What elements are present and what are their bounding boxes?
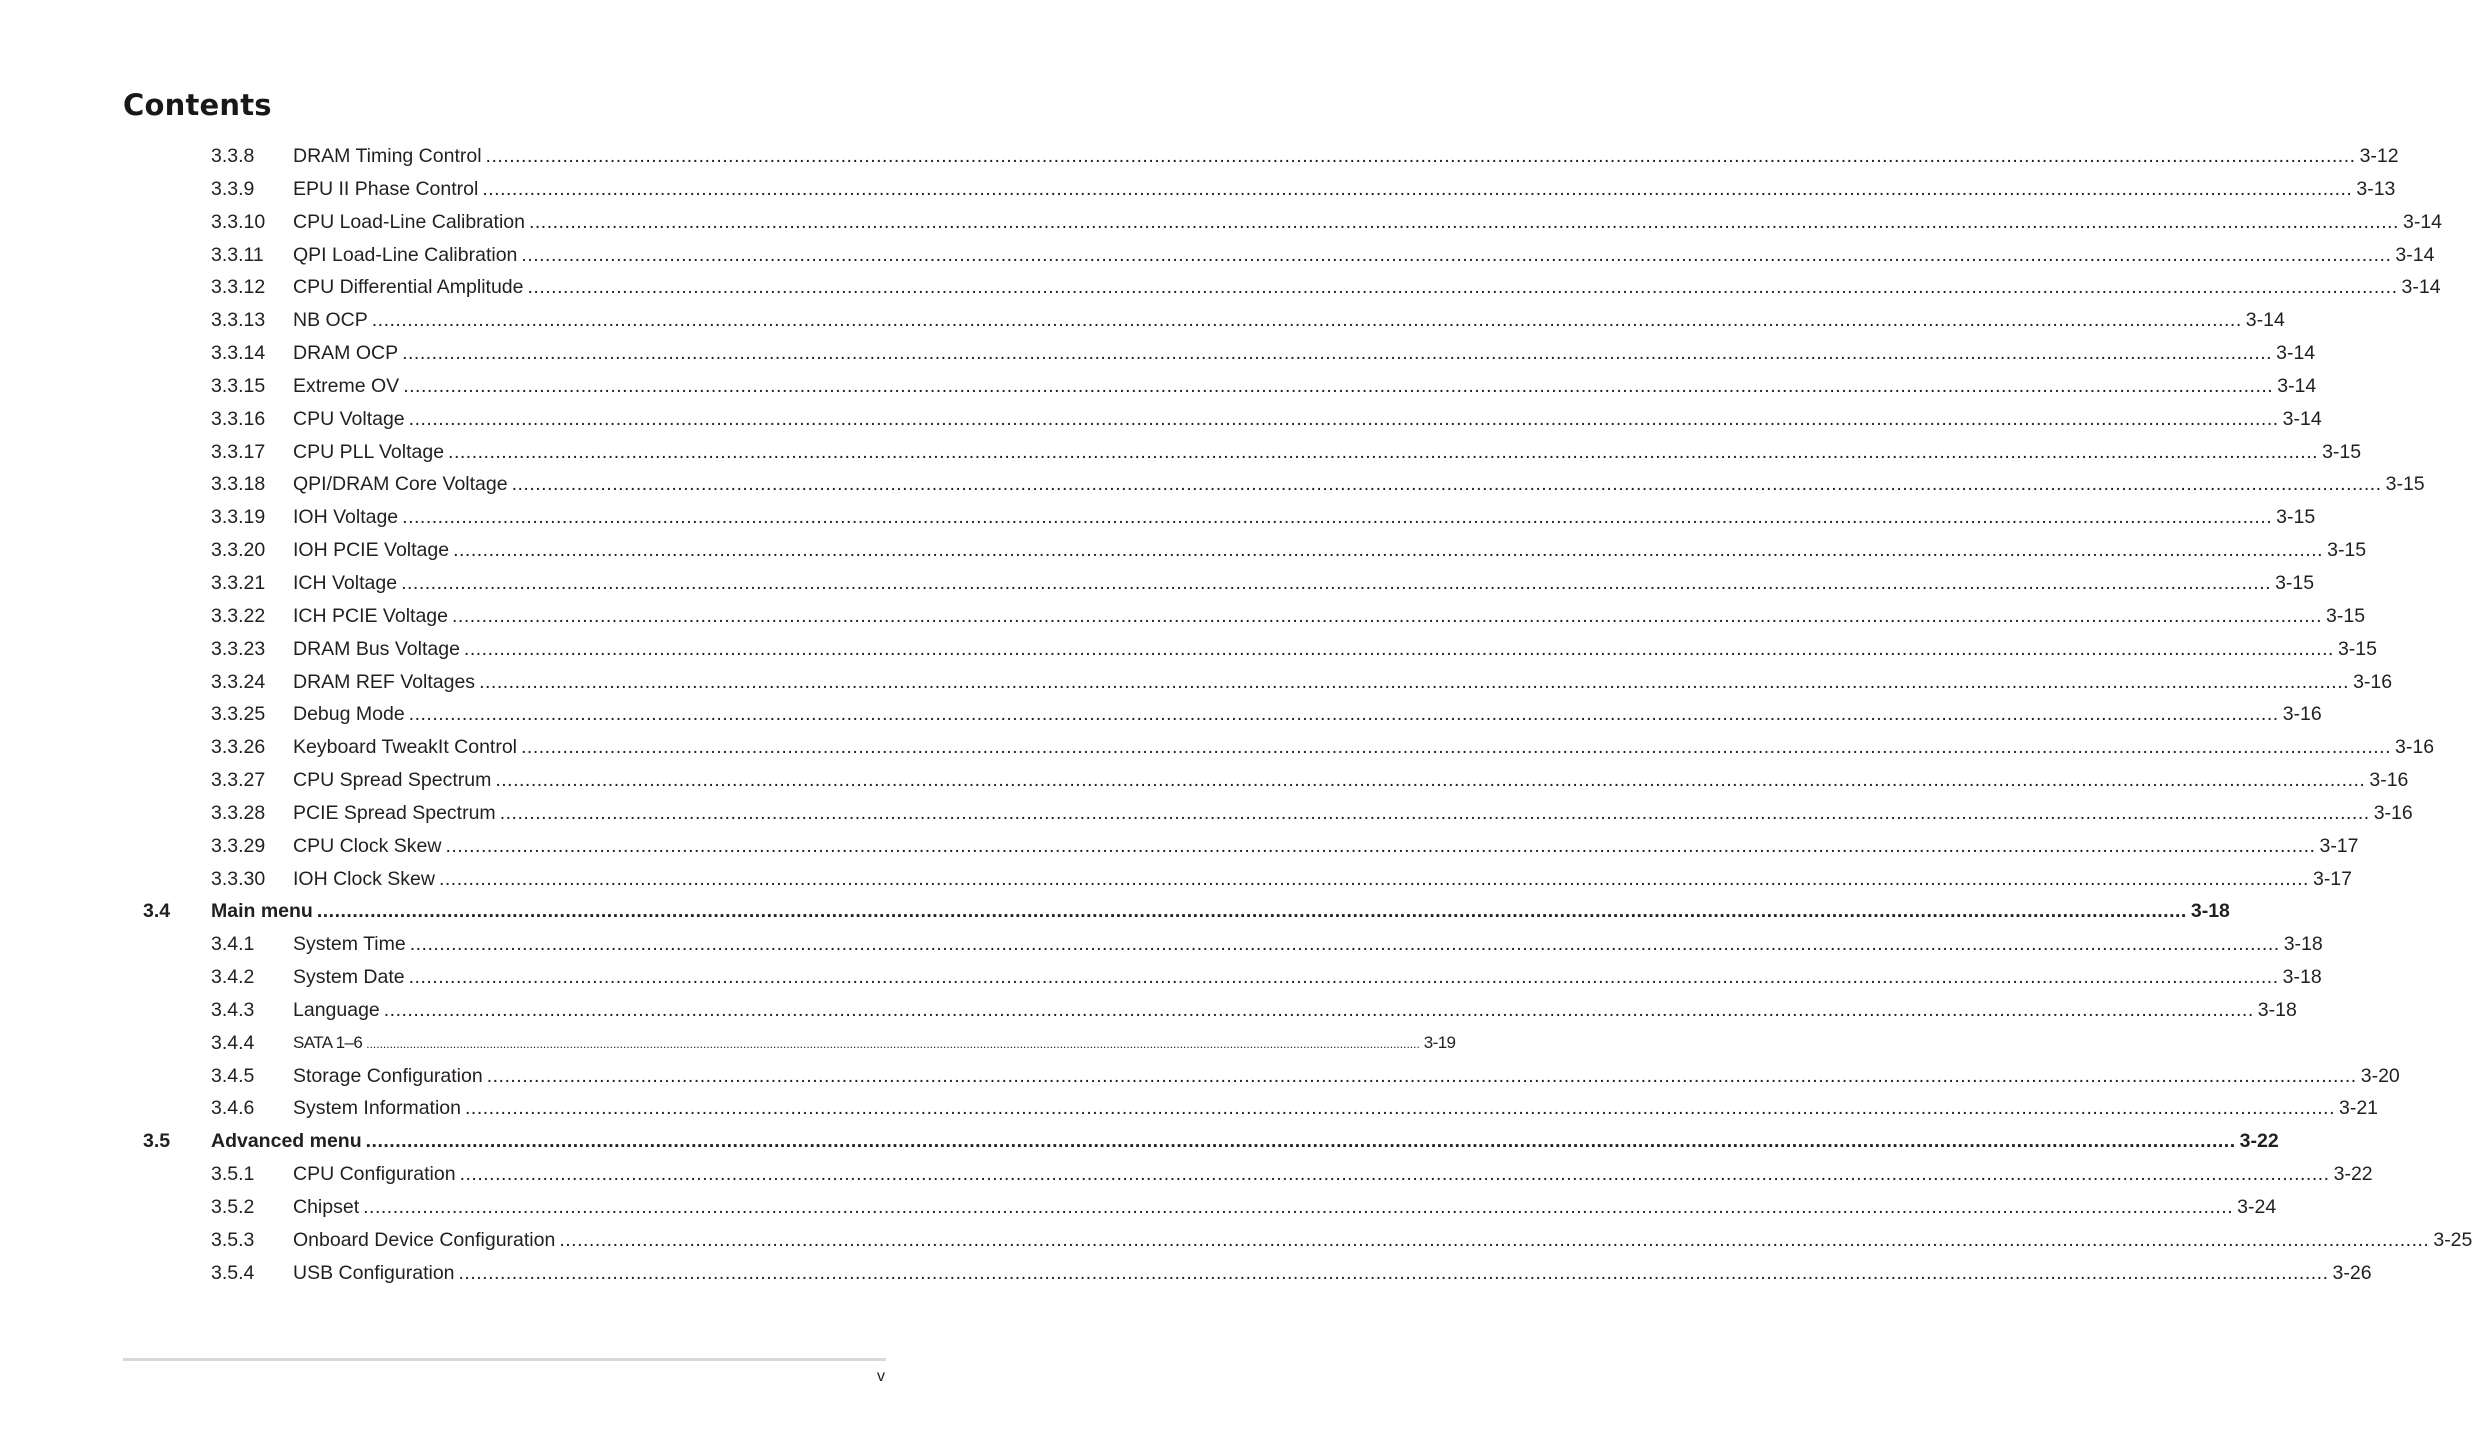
toc-dot-leader: ............................................................................................................................................................................................................................................................................................................................ xyxy=(486,1064,2357,1087)
toc-dot-leader: ............................................................................................................................................................................................................................................................................................................................ xyxy=(499,801,2370,824)
footer-page-number: v xyxy=(877,1368,885,1385)
toc-entry-number: 3.3.16 xyxy=(211,407,266,430)
toc-entry-page: 3-14 xyxy=(2401,276,2441,299)
toc-entry-title: System Time xyxy=(293,933,406,956)
toc-entry-page: 3-15 xyxy=(2327,539,2367,562)
toc-dot-leader: ............................................................................................................................................................................................................................................................................................................................ xyxy=(464,1097,2335,1120)
toc-entry-page: 3-15 xyxy=(2385,473,2425,496)
page-title: Contents xyxy=(123,88,272,122)
toc-entry[interactable] xyxy=(0,863,2352,896)
toc-entry[interactable] xyxy=(0,698,2322,731)
toc-dot-leader: ............................................................................................................................................................................................................................................................................................................................ xyxy=(409,933,2280,956)
toc-dot-leader: ............................................................................................................................................................................................................................................................................................................................ xyxy=(479,670,2350,693)
toc-entry[interactable] xyxy=(0,370,2317,403)
toc-entry-line xyxy=(293,1060,2400,1093)
toc-entry-title: NB OCP xyxy=(293,309,368,332)
toc-entry-number: 3.3.18 xyxy=(211,473,266,496)
toc-entry-number: 3.3.19 xyxy=(211,506,266,529)
toc-entry-page: 3-18 xyxy=(2282,966,2322,989)
toc-entry-title: CPU Configuration xyxy=(293,1163,456,1186)
toc-entry-line xyxy=(293,1158,2373,1191)
toc-entry[interactable] xyxy=(0,436,2362,469)
toc-entry-number: 3.4.2 xyxy=(211,966,255,989)
toc-entry-line xyxy=(293,1224,2472,1257)
toc-dot-leader: ............................................................................................................................................................................................................................................................................................................................ xyxy=(463,637,2334,660)
toc-dot-leader: ............................................................................................................................................................................................................................................................................................................................ xyxy=(459,1163,2330,1186)
toc-entry-title: IOH Voltage xyxy=(293,506,399,529)
toc-entry[interactable] xyxy=(0,633,2377,666)
toc-entry-number: 3.4 xyxy=(143,900,171,923)
toc-entry-line xyxy=(293,1092,2379,1125)
toc-dot-leader: ............................................................................................................................................................................................................................................................................................................................ xyxy=(401,571,2272,594)
toc-entry[interactable] xyxy=(0,666,2393,699)
toc-entry-number: 3.3.26 xyxy=(211,736,266,759)
toc-entry[interactable] xyxy=(0,731,2435,764)
toc-entry-title: Onboard Device Configuration xyxy=(293,1228,556,1251)
toc-entry-page: 3-18 xyxy=(2190,900,2230,923)
toc-entry-page: 3-24 xyxy=(2237,1196,2277,1218)
toc-entry-page: 3-17 xyxy=(2312,867,2352,890)
toc-entry-number: 3.4.4 xyxy=(211,1031,255,1054)
toc-entry[interactable] xyxy=(0,994,2297,1027)
toc-entry-title: ICH Voltage xyxy=(293,571,398,594)
toc-entry[interactable] xyxy=(0,1060,2400,1093)
toc-entry-title: Storage Configuration xyxy=(293,1064,483,1087)
toc-entry-line xyxy=(293,140,2399,173)
toc-entry-line xyxy=(293,567,2315,600)
toc-entry-title: CPU PLL Voltage xyxy=(293,440,445,463)
toc-entry-title: CPU Voltage xyxy=(293,407,405,430)
toc-entry-page: 3-16 xyxy=(2369,769,2409,792)
toc-entry-title: Main menu xyxy=(211,900,313,923)
toc-entry[interactable] xyxy=(0,403,2322,436)
toc-entry-line xyxy=(293,863,2352,896)
toc-entry-line xyxy=(293,239,2435,272)
toc-dot-leader: ............................................................................................................................................................................................................................................................................................................................ xyxy=(452,604,2323,627)
toc-entry-line xyxy=(293,271,2441,304)
toc-entry-number: 3.3.30 xyxy=(211,867,266,890)
toc-entry[interactable] xyxy=(0,1158,2373,1191)
toc-dot-leader: ............................................................................................................................................................................................................................................................................................................................ xyxy=(521,243,2392,266)
toc-dot-leader: ............................................................................................................................................................................................................................................................................................................................ xyxy=(383,998,2254,1021)
toc-entry-page: 3-19 xyxy=(1423,1032,1456,1052)
toc-entry-page: 3-16 xyxy=(2353,670,2393,693)
toc-entry-number: 3.3.10 xyxy=(211,210,266,233)
toc-entry-title: IOH PCIE Voltage xyxy=(293,539,450,562)
toc-entry[interactable] xyxy=(0,1191,2277,1224)
toc-entry-line xyxy=(293,928,2323,961)
toc-entry-number: 3.5 xyxy=(143,1130,171,1153)
toc-entry-title: QPI/DRAM Core Voltage xyxy=(293,473,508,496)
toc-entry[interactable] xyxy=(0,1027,1456,1060)
toc-entry-number: 3.3.9 xyxy=(211,177,255,200)
toc-entry-line xyxy=(293,403,2322,436)
toc-entry-number: 3.5.2 xyxy=(211,1196,255,1218)
toc-entry-page: 3-22 xyxy=(2239,1130,2279,1153)
toc-entry-line xyxy=(293,698,2322,731)
toc-entry-line xyxy=(293,534,2367,567)
toc-entry-title: Chipset xyxy=(293,1196,360,1218)
toc-entry-title: System Information xyxy=(293,1097,461,1120)
toc-dot-leader: ............................................................................................................................................................................................................................................................................................................................ xyxy=(371,309,2242,332)
toc-entry[interactable] xyxy=(0,501,2316,534)
toc-dot-leader: ............................................................................................................................................................................................................................................................................................................................ xyxy=(408,407,2279,430)
toc-entry-line xyxy=(293,1191,2277,1224)
toc-entry-number: 3.3.8 xyxy=(211,145,255,167)
toc-entry[interactable] xyxy=(0,468,2425,501)
toc-entry-page: 3-26 xyxy=(2332,1261,2372,1284)
toc-entry-title: Advanced menu xyxy=(211,1130,362,1153)
toc-entry-number: 3.3.15 xyxy=(211,374,266,397)
toc-entry-number: 3.4.1 xyxy=(211,933,255,956)
toc-entry-title: USB Configuration xyxy=(293,1261,455,1284)
toc-entry-page: 3-15 xyxy=(2322,440,2362,463)
toc-entry-page: 3-16 xyxy=(2373,801,2413,824)
toc-entry-line xyxy=(293,633,2377,666)
toc-entry-title: SATA 1–6 xyxy=(293,1032,363,1052)
toc-entry-title: ICH PCIE Voltage xyxy=(293,604,448,627)
toc-dot-leader: ............................................................................................................................................................................................................................................................................................................................ xyxy=(402,342,2273,365)
toc-dot-leader: ............................................................................................................................................................................................................................................................................................................................ xyxy=(458,1261,2329,1284)
toc-dot-leader: ............................................................................................................................................................................................................................................................................................................................ xyxy=(482,177,2353,200)
toc-entry-page: 3-18 xyxy=(2257,998,2297,1021)
toc-entry-number: 3.3.29 xyxy=(211,834,266,857)
toc-entry-page: 3-18 xyxy=(2283,933,2323,956)
toc-entry-page: 3-12 xyxy=(2359,145,2399,167)
toc-entry[interactable] xyxy=(0,567,2315,600)
toc-entry[interactable] xyxy=(0,337,2316,370)
toc-entry[interactable] xyxy=(0,1092,2379,1125)
toc-entry-number: 3.4.6 xyxy=(211,1097,255,1120)
toc-entry-title: CPU Load-Line Calibration xyxy=(293,210,525,233)
toc-entry-title: Keyboard TweakIt Control xyxy=(293,736,518,759)
toc-dot-leader: ............................................................................................................................................................................................................................................................................................................................ xyxy=(402,506,2273,529)
toc-entry-line xyxy=(293,1257,2372,1290)
toc-entry-page: 3-15 xyxy=(2326,604,2366,627)
toc-entry-number: 3.3.23 xyxy=(211,637,266,660)
toc-entry-line xyxy=(293,1027,1456,1061)
toc-entry-line xyxy=(293,370,2317,403)
toc-entry-page: 3-16 xyxy=(2395,736,2435,759)
toc-entry[interactable] xyxy=(0,239,2435,272)
toc-dot-leader: ............................................................................................................................................................................................................................................................................................................................ xyxy=(445,834,2316,857)
toc-entry-title: System Date xyxy=(293,966,405,989)
toc-entry-number: 3.5.1 xyxy=(211,1163,255,1186)
toc-entry[interactable] xyxy=(0,271,2441,304)
toc-dot-leader: ............................................................................................................................................................................................................................................................................................................................ xyxy=(495,769,2366,792)
toc-entry-page: 3-15 xyxy=(2276,506,2316,529)
toc-entry-number: 3.3.25 xyxy=(211,703,266,726)
toc-dot-leader: ............................................................................................................................................................................................................................................................................................................................ xyxy=(366,1036,1420,1051)
toc-entry-line xyxy=(293,206,2443,239)
toc-dot-leader: ............................................................................................................................................................................................................................................................................................................................ xyxy=(438,867,2309,890)
toc-entry-page: 3-14 xyxy=(2245,309,2285,332)
toc-dot-leader: ............................................................................................................................................................................................................................................................................................................................ xyxy=(448,440,2319,463)
toc-dot-leader: ............................................................................................................................................................................................................................................................................................................................ xyxy=(559,1228,2430,1251)
toc-entry-line xyxy=(293,337,2316,370)
toc-entry-page: 3-14 xyxy=(2395,243,2435,266)
toc-entry[interactable] xyxy=(0,1224,2472,1257)
toc-entry-line xyxy=(211,1125,2279,1158)
toc-entry-title: Language xyxy=(293,998,380,1021)
toc-entry-page: 3-14 xyxy=(2276,342,2316,365)
toc-entry-number: 3.3.17 xyxy=(211,440,266,463)
toc-entry-line xyxy=(293,666,2393,699)
toc-entry-number: 3.4.5 xyxy=(211,1064,255,1087)
toc-entry-number: 3.5.4 xyxy=(211,1261,255,1284)
toc-entry-page: 3-14 xyxy=(2402,210,2443,233)
toc-entry-page: 3-14 xyxy=(2277,374,2317,397)
toc-entry-line xyxy=(293,468,2425,501)
toc-entry[interactable] xyxy=(0,928,2323,961)
toc-entry-number: 3.3.12 xyxy=(211,276,266,299)
toc-entry-line xyxy=(293,173,2396,206)
toc-entry-page: 3-14 xyxy=(2282,407,2322,430)
toc-dot-leader: ............................................................................................................................................................................................................................................................................................................................ xyxy=(485,145,2356,167)
toc-dot-leader: ............................................................................................................................................................................................................................................................................................................................ xyxy=(453,539,2324,562)
toc-section-entry[interactable] xyxy=(0,895,2230,928)
toc-dot-leader: ............................................................................................................................................................................................................................................................................................................................ xyxy=(365,1130,2236,1153)
toc-entry-number: 3.3.20 xyxy=(211,539,266,562)
toc-entry-page: 3-20 xyxy=(2360,1064,2400,1087)
toc-dot-leader: ............................................................................................................................................................................................................................................................................................................................ xyxy=(528,210,2399,233)
toc-entry[interactable] xyxy=(0,206,2443,239)
toc-dot-leader: ............................................................................................................................................................................................................................................................................................................................ xyxy=(511,473,2382,496)
toc-entry-line xyxy=(293,436,2362,469)
toc-entry-title: QPI Load-Line Calibration xyxy=(293,243,518,266)
toc-entry[interactable] xyxy=(0,600,2366,633)
toc-entry[interactable] xyxy=(0,534,2367,567)
toc-entry-number: 3.3.21 xyxy=(211,571,266,594)
toc-entry-line xyxy=(293,600,2366,633)
toc-dot-leader: ............................................................................................................................................................................................................................................................................................................................ xyxy=(408,966,2279,989)
toc-dot-leader: ............................................................................................................................................................................................................................................................................................................................ xyxy=(527,276,2398,299)
toc-entry-title: DRAM REF Voltages xyxy=(293,670,476,693)
toc-entry-line xyxy=(293,797,2413,830)
toc-entry-page: 3-15 xyxy=(2275,571,2315,594)
toc-entry-line xyxy=(293,994,2297,1027)
toc-entry-line xyxy=(293,961,2322,994)
toc-dot-leader: ............................................................................................................................................................................................................................................................................................................................ xyxy=(408,703,2279,726)
toc-dot-leader: ............................................................................................................................................................................................................................................................................................................................ xyxy=(521,736,2392,759)
toc-entry-line xyxy=(211,895,2230,928)
toc-entry-number: 3.3.14 xyxy=(211,342,266,365)
toc-entry-title: DRAM Timing Control xyxy=(293,145,482,167)
toc-entry-title: IOH Clock Skew xyxy=(293,867,435,890)
toc-entry-line xyxy=(293,304,2285,337)
toc-entry-number: 3.4.3 xyxy=(211,998,255,1021)
toc-entry-line xyxy=(293,764,2409,797)
toc-entry-line xyxy=(293,731,2435,764)
toc-entry-number: 3.3.13 xyxy=(211,309,266,332)
toc-entry-number: 3.3.24 xyxy=(211,670,266,693)
footer-rule xyxy=(123,1358,886,1361)
toc-entry-number: 3.3.22 xyxy=(211,604,266,627)
toc-entry-title: DRAM Bus Voltage xyxy=(293,637,460,660)
toc-entry-number: 3.5.3 xyxy=(211,1228,255,1251)
toc-dot-leader: ............................................................................................................................................................................................................................................................................................................................ xyxy=(403,374,2274,397)
toc-entry-number: 3.3.11 xyxy=(211,243,264,266)
toc-entry-title: CPU Clock Skew xyxy=(293,834,442,857)
toc-entry-title: CPU Differential Amplitude xyxy=(293,276,524,299)
toc-entry[interactable] xyxy=(0,173,2396,206)
toc-entry[interactable] xyxy=(0,304,2285,337)
toc-dot-leader: ............................................................................................................................................................................................................................................................................................................................ xyxy=(316,900,2187,923)
toc-entry[interactable] xyxy=(0,830,2359,863)
toc-entry-page: 3-22 xyxy=(2333,1163,2373,1186)
toc-entry-title: CPU Spread Spectrum xyxy=(293,769,492,792)
toc-entry[interactable] xyxy=(0,1257,2372,1290)
toc-entry-page: 3-15 xyxy=(2337,637,2377,660)
toc-entry-page: 3-25 xyxy=(2433,1228,2472,1251)
toc-entry-page: 3-16 xyxy=(2282,703,2322,726)
toc-entry-title: DRAM OCP xyxy=(293,342,399,365)
toc-entry-title: Extreme OV xyxy=(293,374,400,397)
toc-entry-title: PCIE Spread Spectrum xyxy=(293,801,496,824)
toc-entry[interactable] xyxy=(0,140,2399,173)
toc-entry-title: EPU II Phase Control xyxy=(293,177,479,200)
toc-entry-page: 3-21 xyxy=(2339,1097,2379,1120)
toc-entry-number: 3.3.27 xyxy=(211,769,266,792)
toc-entry-line xyxy=(293,830,2359,863)
toc-entry[interactable] xyxy=(0,764,2409,797)
toc-entry-number: 3.3.28 xyxy=(211,801,266,824)
toc-entry-page: 3-17 xyxy=(2319,834,2359,857)
table-of-contents xyxy=(0,140,2472,1290)
toc-entry-page: 3-13 xyxy=(2356,177,2396,200)
toc-entry[interactable] xyxy=(0,797,2413,830)
toc-entry-line xyxy=(293,501,2316,534)
toc-dot-leader: ............................................................................................................................................................................................................................................................................................................................ xyxy=(363,1196,2234,1218)
toc-entry[interactable] xyxy=(0,961,2322,994)
toc-section-entry[interactable] xyxy=(0,1125,2279,1158)
toc-entry-title: Debug Mode xyxy=(293,703,405,726)
